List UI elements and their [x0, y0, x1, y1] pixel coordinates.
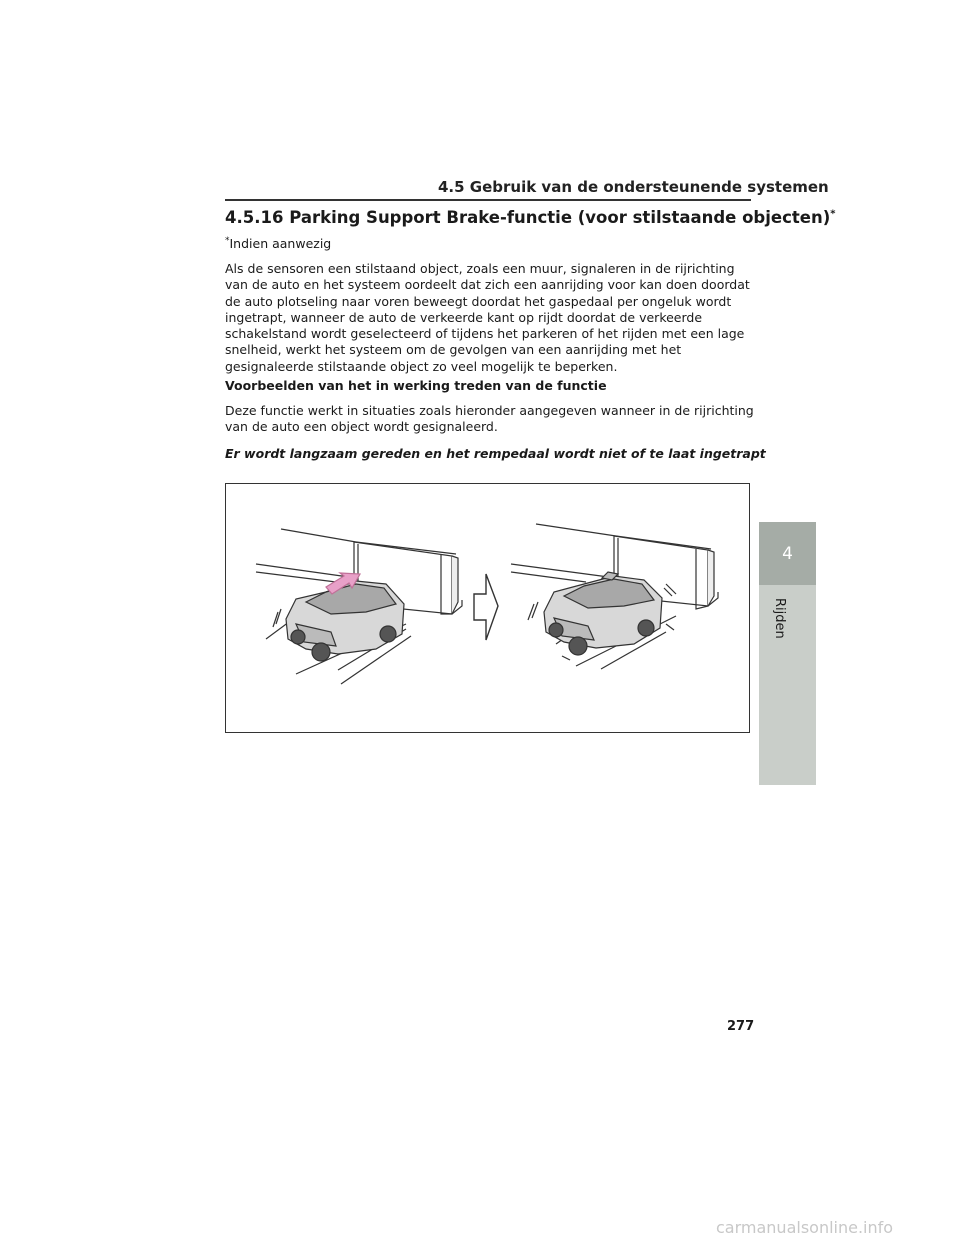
page-number: 277 — [727, 1019, 755, 1034]
parking-illustration — [225, 483, 750, 733]
availability-marker: * — [225, 236, 230, 246]
footnote-marker: * — [830, 208, 836, 220]
intro-paragraph: Als de sensoren een stilstaand object, zoals een muur, signaleren in de rijrichting van de auto en het systeem oordeelt dat zich een aanrijding voor kan doen doordat de auto plotseling naar voren beweegt doordat het gaspedaal per ongeluk wordt ingetrapt, wanneer de auto de verkeerde kant op rijdt doordat de verkeerde schakelstand wordt geselecteerd of tijdens het parkeren of het rijden met een lage snelheid, werkt het systeem om de gevolgen van een aanrijding met het gesignaleerde stilstaande object zo veel mogelijk te beperken. — [225, 261, 750, 374]
chapter-tab: 4 — [759, 522, 816, 585]
examples-heading: Voorbeelden van het in werking treden van de functie — [225, 378, 607, 393]
chapter-label: Rijden — [772, 598, 787, 639]
section-title — [225, 208, 835, 227]
figure-caption: Er wordt langzaam gereden en het rempedaal wordt niet of te laat ingetrapt — [225, 446, 766, 461]
scene-after — [511, 524, 718, 669]
section-title-text: 4.5.16 Parking Support Brake-functie (voor stilstaande objecten) — [225, 208, 831, 227]
examples-paragraph: Deze functie werkt in situaties zoals hieronder aangegeven wanneer in de rijrichting van de auto een object wordt gesignaleerd. — [225, 403, 754, 435]
watermark-text: carmanualsonline.info — [716, 1218, 894, 1237]
running-header: 4.5 Gebruik van de ondersteunende systemen — [438, 178, 829, 196]
scene-before — [256, 529, 462, 684]
availability-note — [225, 236, 331, 251]
illustration-svg — [226, 484, 749, 732]
availability-text: Indien aanwezig — [229, 236, 332, 252]
chapter-side-strip — [759, 585, 816, 785]
header-divider — [225, 199, 751, 201]
transition-arrow — [474, 574, 498, 640]
